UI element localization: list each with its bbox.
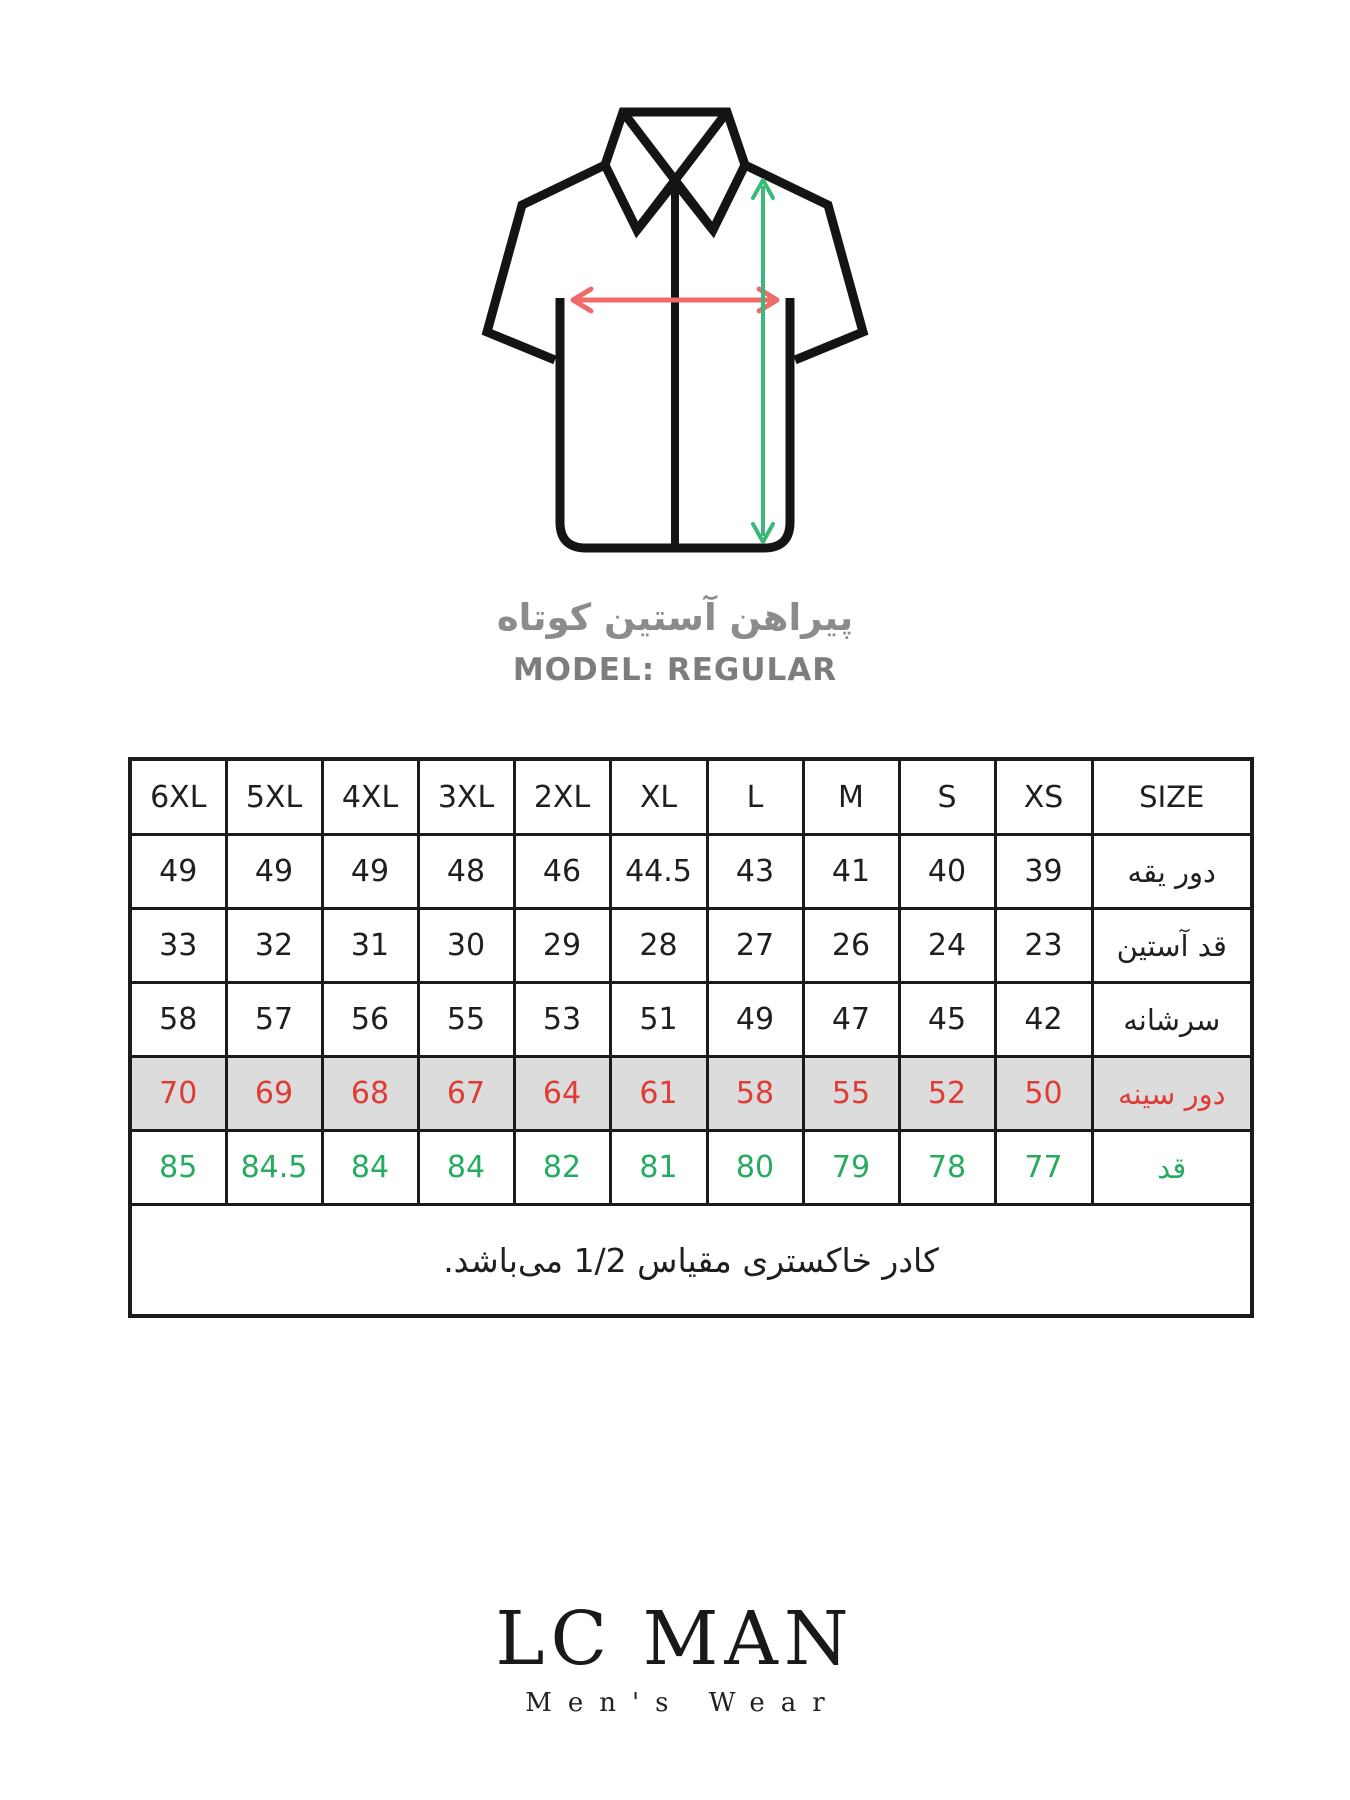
shirt-outline-drawing [405, 70, 945, 590]
size-col-s: S [899, 759, 995, 835]
measure-row-shoulder [130, 983, 1252, 1057]
sleeve-length-value-l: 27 [707, 909, 803, 983]
size-chart-table [128, 757, 1254, 1318]
collar-value-l: 43 [707, 835, 803, 909]
collar-value-xl: 44.5 [610, 835, 707, 909]
shirt-body-outline [487, 112, 863, 548]
length-value-l: 80 [707, 1131, 803, 1205]
chest-value-3xl: 67 [418, 1057, 514, 1131]
collar-value-2xl: 46 [514, 835, 610, 909]
chest-value-4xl: 68 [322, 1057, 418, 1131]
sleeve-length-value-5xl: 32 [226, 909, 322, 983]
chest-value-l: 58 [707, 1057, 803, 1131]
size-col-xs: XS [995, 759, 1092, 835]
chest-value-2xl: 64 [514, 1057, 610, 1131]
chest-value-6xl: 70 [130, 1057, 226, 1131]
measure-row-length [130, 1131, 1252, 1205]
collar-value-m: 41 [803, 835, 899, 909]
collar-value-5xl: 49 [226, 835, 322, 909]
shoulder-label: سرشانه [1092, 983, 1252, 1057]
chest-value-5xl: 69 [226, 1057, 322, 1131]
sleeve-length-value-xl: 28 [610, 909, 707, 983]
collar-value-4xl: 49 [322, 835, 418, 909]
sleeve-length-value-3xl: 30 [418, 909, 514, 983]
shirt-illustration [405, 70, 945, 590]
collar-value-6xl: 49 [130, 835, 226, 909]
sleeve-length-value-2xl: 29 [514, 909, 610, 983]
shirt-length-arrow [753, 180, 773, 542]
shoulder-value-m: 47 [803, 983, 899, 1057]
size-col-xl: XL [610, 759, 707, 835]
sleeve-length-label: قد آستین [1092, 909, 1252, 983]
chest-value-m: 55 [803, 1057, 899, 1131]
shirt-caption-farsi: پیراهن آستین کوتاه [496, 596, 854, 639]
chest-value-xl: 61 [610, 1057, 707, 1131]
length-value-xs: 77 [995, 1131, 1092, 1205]
size-col-3xl: 3XL [418, 759, 514, 835]
length-value-6xl: 85 [130, 1131, 226, 1205]
size-col-m: M [803, 759, 899, 835]
brand-logo-title: LC MAN [495, 1596, 855, 1682]
collar-value-s: 40 [899, 835, 995, 909]
sleeve-length-value-s: 24 [899, 909, 995, 983]
collar-label: دور یقه [1092, 835, 1252, 909]
brand-logo-subtitle: Men's Wear [525, 1688, 841, 1718]
measure-row-chest [130, 1057, 1252, 1131]
shoulder-value-2xl: 53 [514, 983, 610, 1057]
size-col-l: L [707, 759, 803, 835]
collar-value-3xl: 48 [418, 835, 514, 909]
collar-value-xs: 39 [995, 835, 1092, 909]
size-col-4xl: 4XL [322, 759, 418, 835]
size-header-row [130, 759, 1252, 835]
length-value-s: 78 [899, 1131, 995, 1205]
length-value-5xl: 84.5 [226, 1131, 322, 1205]
measure-row-sleeve-length [130, 909, 1252, 983]
shoulder-value-3xl: 55 [418, 983, 514, 1057]
size-column-header: SIZE [1092, 759, 1252, 835]
measure-row-collar [130, 835, 1252, 909]
shoulder-value-5xl: 57 [226, 983, 322, 1057]
length-value-m: 79 [803, 1131, 899, 1205]
sleeve-length-value-6xl: 33 [130, 909, 226, 983]
chest-value-xs: 50 [995, 1057, 1092, 1131]
chest-label: دور سینه [1092, 1057, 1252, 1131]
length-value-3xl: 84 [418, 1131, 514, 1205]
length-label: قد [1092, 1131, 1252, 1205]
shoulder-value-s: 45 [899, 983, 995, 1057]
model-caption: MODEL: REGULAR [512, 652, 838, 688]
shoulder-value-xs: 42 [995, 983, 1092, 1057]
shoulder-value-l: 49 [707, 983, 803, 1057]
sleeve-length-value-4xl: 31 [322, 909, 418, 983]
scale-note-text: کادر خاکستری مقیاس 1/2 می‌باشد. [130, 1205, 1252, 1317]
length-value-xl: 81 [610, 1131, 707, 1205]
size-col-5xl: 5XL [226, 759, 322, 835]
size-col-2xl: 2XL [514, 759, 610, 835]
chest-value-s: 52 [899, 1057, 995, 1131]
shoulder-value-6xl: 58 [130, 983, 226, 1057]
length-value-4xl: 84 [322, 1131, 418, 1205]
scale-note-row [130, 1205, 1252, 1317]
sleeve-length-value-m: 26 [803, 909, 899, 983]
length-value-2xl: 82 [514, 1131, 610, 1205]
shoulder-value-4xl: 56 [322, 983, 418, 1057]
sleeve-length-value-xs: 23 [995, 909, 1092, 983]
size-col-6xl: 6XL [130, 759, 226, 835]
shoulder-value-xl: 51 [610, 983, 707, 1057]
